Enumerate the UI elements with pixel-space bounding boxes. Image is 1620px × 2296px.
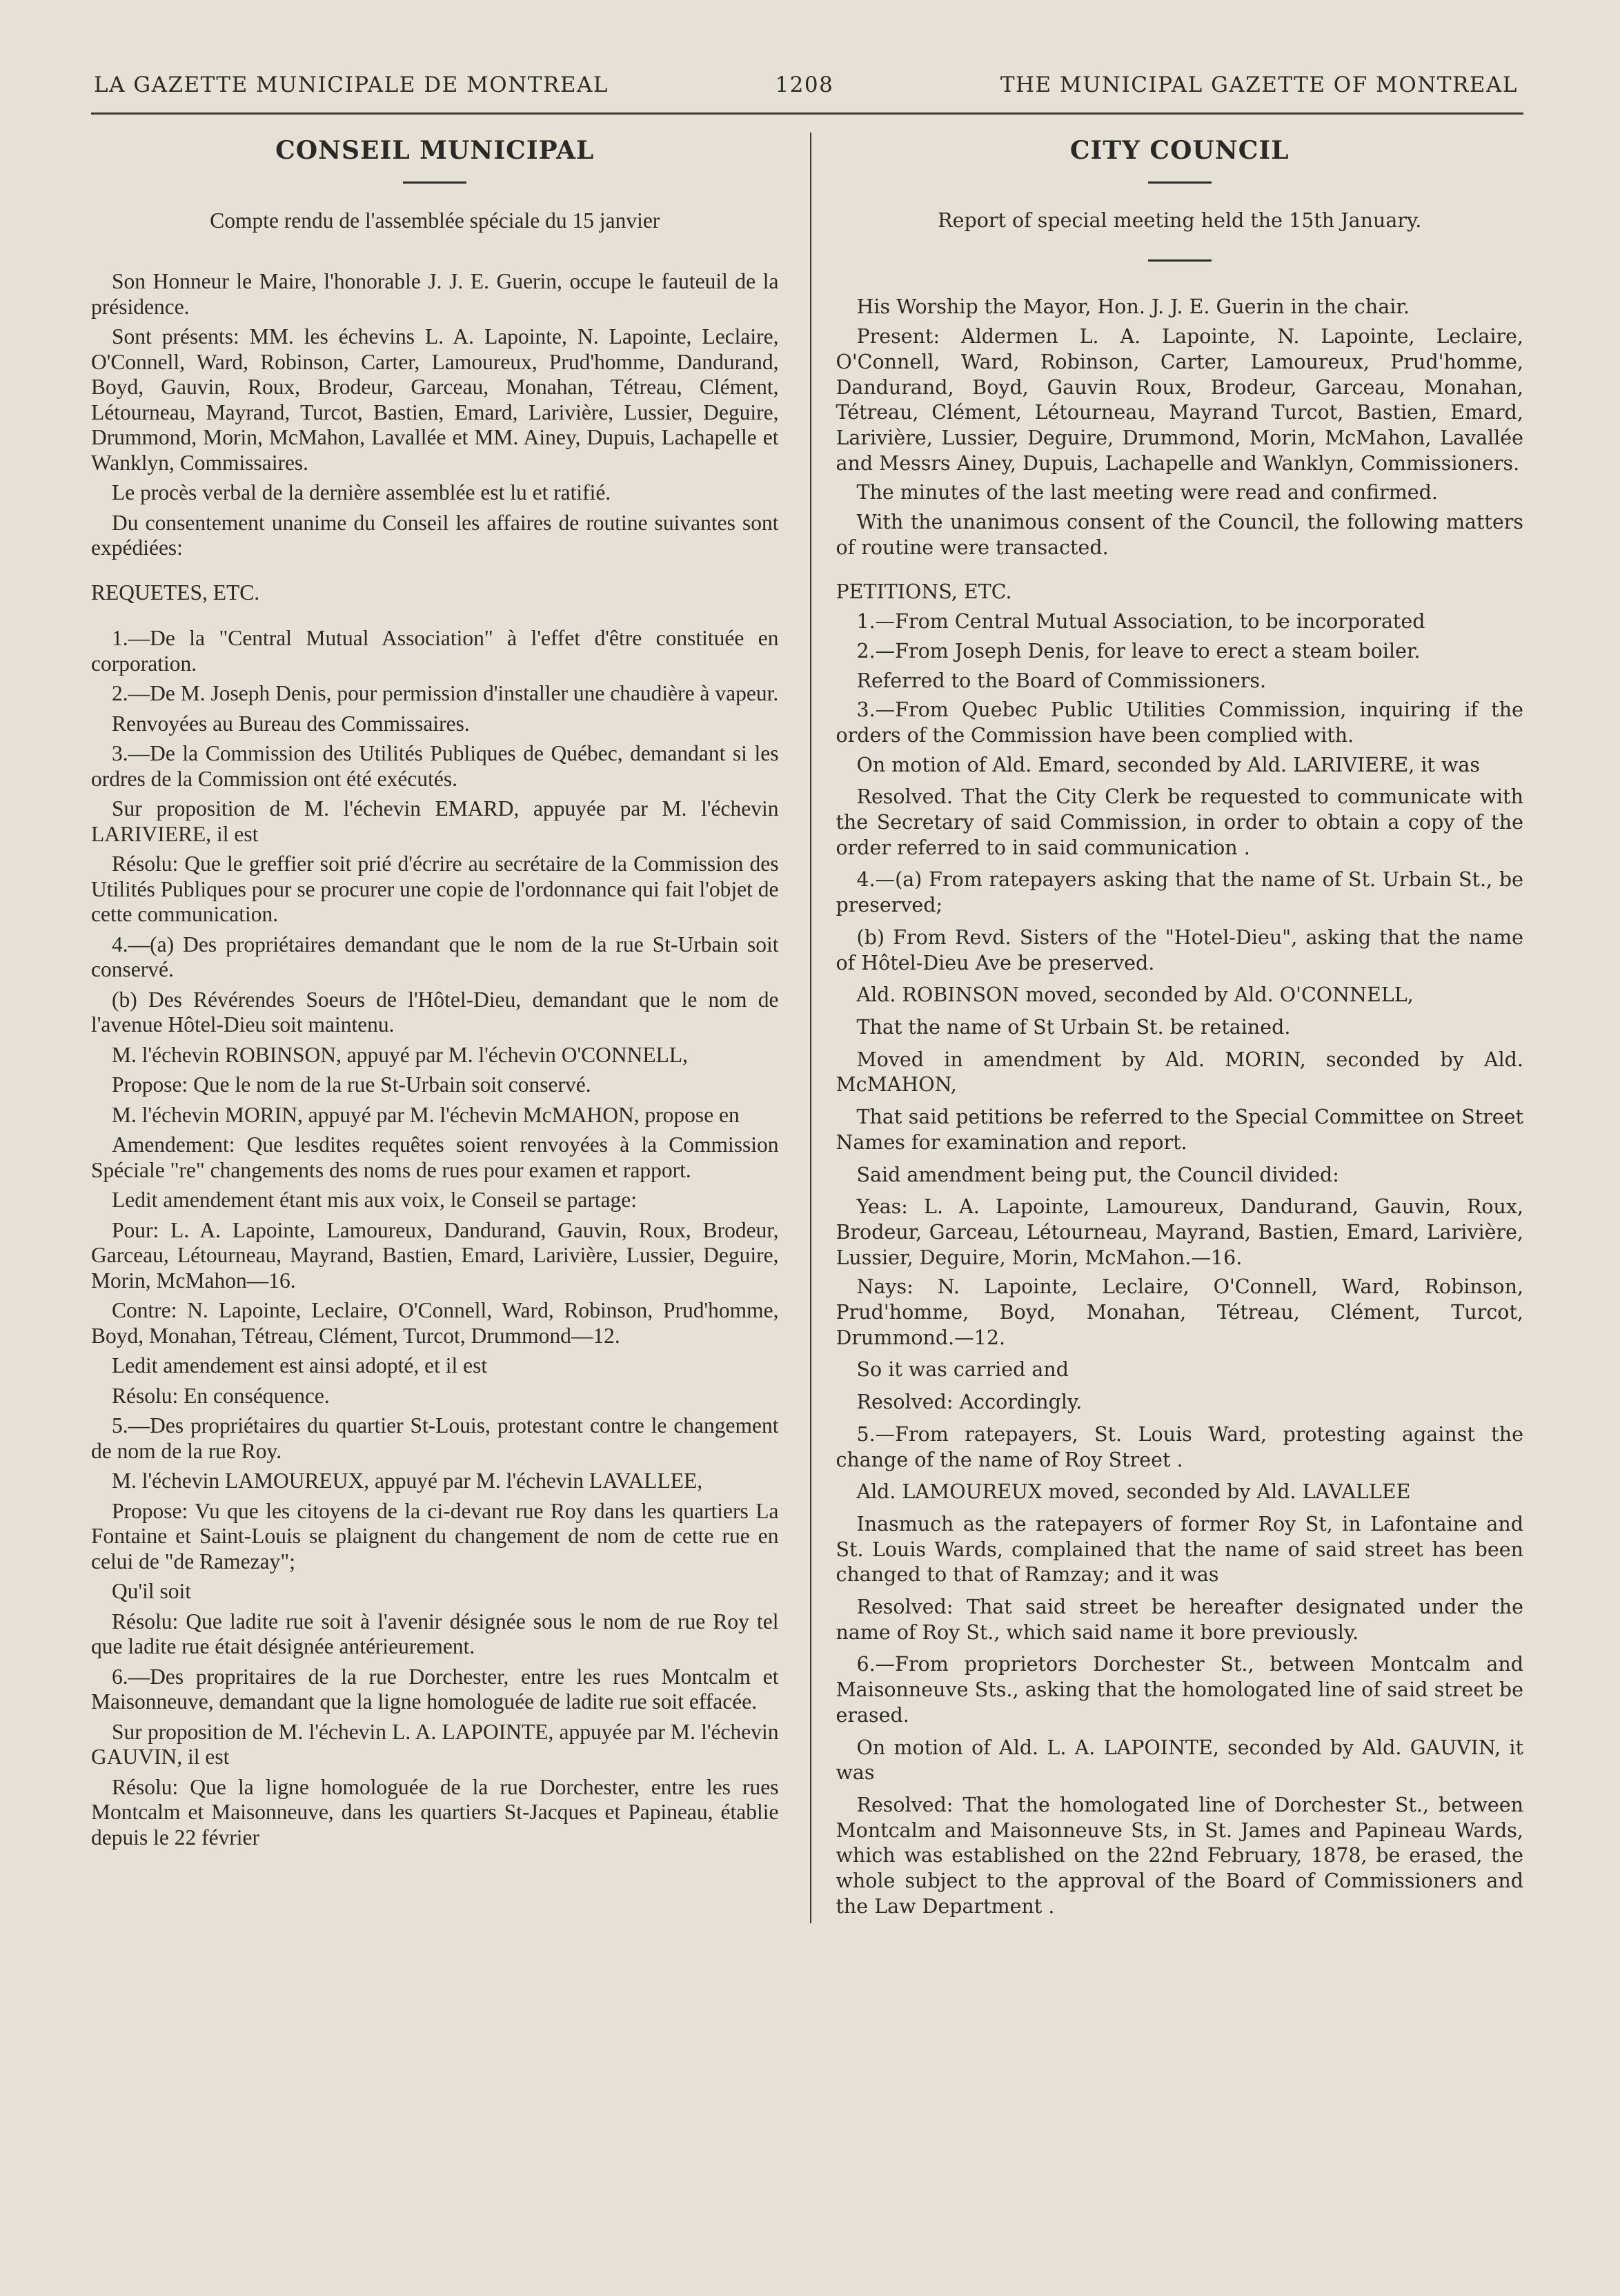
paragraph: Qu'il soit <box>112 1579 192 1603</box>
paragraph: With the unanimous consent of the Council, the following matters of routine were transacted. <box>836 511 1523 559</box>
paragraph: Pour: L. A. Lapointe, Lamoureux, Dandurand, Gauvin, Roux, Brodeur, Garceau, Létourneau, Mayrand, Bastien, Emard, Larivière, Lussier, Deguire, Morin, McMahon—16. <box>91 1217 779 1293</box>
page-number: 1208 <box>775 72 834 97</box>
paragraph: Propose: Que le nom de la rue St-Urbain soit conservé. <box>112 1072 591 1097</box>
subtitle-rule <box>1148 259 1212 262</box>
english-column <box>811 133 1523 1923</box>
paragraph: M. l'échevin LAMOUREUX, appuyé par M. l'échevin LAVALLEE, <box>112 1469 703 1493</box>
paragraph: 2.—De M. Joseph Denis, pour permission d'installer une chaudière à vapeur. <box>112 681 779 705</box>
column-body <box>836 295 1523 1919</box>
paragraph: That said petitions be referred to the Special Committee on Street Names for examination and report. <box>836 1106 1523 1154</box>
paragraph: Ald. LAMOUREUX moved, seconded by Ald. LAVALLEE <box>856 1480 1411 1504</box>
paragraph: Résolu: Que la ligne homologuée de la rue Dorchester, entre les rues Montcalm et Maisonneuve, dans les quartiers St-Jacques et Papineau, établie depuis le 22 février <box>91 1774 779 1849</box>
paragraph: 2.—From Joseph Denis, for leave to erect a steam boiler. <box>856 639 1421 663</box>
paragraph: 1.—From Central Mutual Association, to be incorporated <box>856 610 1425 634</box>
paragraph: Inasmuch as the ratepayers of former Roy St, in Lafontaine and St. Louis Wards, complained that the name of said street has been changed to that of Ramzay; and it was <box>836 1512 1523 1587</box>
paragraph: Ledit amendement étant mis aux voix, le Conseil se partage: <box>112 1188 638 1212</box>
paragraph: 1.—De la "Central Mutual Association" à l'effet d'être constituée en corporation. <box>91 626 779 676</box>
title-rule <box>403 181 466 184</box>
page-header <box>91 72 1523 97</box>
paragraph: Le procès verbal de la dernière assemblée est lu et ratifié. <box>112 480 611 504</box>
paragraph: Ledit amendement est ainsi adopté, et il est <box>112 1353 488 1377</box>
column-subtitle: Compte rendu de l'assemblée spéciale du 15 janvier <box>210 208 660 233</box>
paragraph: Yeas: L. A. Lapointe, Lamoureux, Dandurand, Gauvin, Roux, Brodeur, Garceau, Létourneau, Mayrand, Bastien, Emard, Larivière, Lussier, Deguire, Morin, McMahon.—16. <box>836 1195 1523 1269</box>
header-rule <box>91 112 1523 115</box>
paragraph: Present: Aldermen L. A. Lapointe, N. Lapointe, Leclaire, O'Connell, Ward, Robinson, Carter, Lamoureux, Prud'homme, Dandurand, Boyd, Gauvin Roux, Brodeur, Garceau, Monahan, Tétreau, Clément, Létourneau, Mayrand Turcot, Bastien, Emard, Larivière, Lussier, Deguire, Drummond, Morin, McMahon, Lavallée and Messrs Ainey, Dupuis, Lachapelle and Wanklyn, Commissioners. <box>836 325 1523 475</box>
section-heading: PETITIONS, ETC. <box>836 580 1012 604</box>
paragraph: Résolu: Que le greffier soit prié d'écrire au secrétaire de la Commission des Utilités Publiques pour se procurer une copie de l'ordonnance qui fait l'objet de cette communication. <box>91 852 779 926</box>
paragraph: Renvoyées au Bureau des Commissaires. <box>112 711 470 736</box>
paragraph: Sur proposition de M. l'échevin EMARD, appuyée par M. l'échevin LARIVIERE, il est <box>91 796 779 846</box>
paragraph: Propose: Vu que les citoyens de la ci-devant rue Roy dans les quartiers La Fontaine et Saint-Louis se plaignent du changement de nom de cette rue en celui de "de Ramezay"; <box>91 1498 779 1573</box>
header-left-title: LA GAZETTE MUNICIPALE DE MONTREAL <box>94 72 609 97</box>
paragraph: 4.—(a) Des propriétaires demandant que le nom de la rue St-Urbain soit conservé. <box>91 932 779 981</box>
paragraph: Contre: N. Lapointe, Leclaire, O'Connell, Ward, Robinson, Prud'homme, Boyd, Monahan, Tétreau, Clément, Turcot, Drummond—12. <box>91 1298 779 1348</box>
paragraph: Resolved. That the City Clerk be requested to communicate with the Secretary of said Commission, in order to obtain a copy of the order referred to in said communication . <box>836 785 1523 859</box>
paragraph: Son Honneur le Maire, l'honorable J. J. E. Guerin, occupe le fauteuil de la présidence. <box>91 269 779 319</box>
paragraph: M. l'échevin MORIN, appuyé par M. l'échevin McMAHON, propose en <box>112 1102 740 1127</box>
column-title: CONSEIL MUNICIPAL <box>275 136 595 165</box>
paragraph: The minutes of the last meeting were read and confirmed. <box>856 481 1438 504</box>
paragraph: Referred to the Board of Commissioners. <box>856 669 1267 692</box>
paragraph: Résolu: Que ladite rue soit à l'avenir désignée sous le nom de rue Roy tel que ladite rue était désignée antérieurement. <box>91 1609 779 1658</box>
paragraph: Resolved: Accordingly. <box>856 1391 1083 1414</box>
paragraph: Du consentement unanime du Conseil les affaires de routine suivantes sont expédiées: <box>91 510 779 560</box>
paragraph: 6.—From proprietors Dorchester St., between Montcalm and Maisonneuve Sts., asking that the homologated line of said street be erased. <box>836 1653 1523 1727</box>
column-subtitle: Report of special meeting held the 15th January. <box>938 208 1422 232</box>
paragraph: That the name of St Urbain St. be retained. <box>856 1015 1291 1039</box>
paragraph: On motion of Ald. L. A. LAPOINTE, seconded by Ald. GAUVIN, it was <box>836 1736 1523 1785</box>
paragraph: Said amendment being put, the Council divided: <box>856 1163 1339 1186</box>
columns <box>91 133 1523 1923</box>
paragraph: 5.—From ratepayers, St. Louis Ward, protesting against the change of the name of Roy Street . <box>836 1422 1523 1471</box>
paragraph: Moved in amendment by Ald. MORIN, seconded by Ald. McMAHON, <box>836 1048 1523 1097</box>
paragraph: On motion of Ald. Emard, seconded by Ald. LARIVIERE, it was <box>856 753 1480 776</box>
paragraph: M. l'échevin ROBINSON, appuyé par M. l'échevin O'CONNELL, <box>112 1042 688 1067</box>
paragraph: Ald. ROBINSON moved, seconded by Ald. O'CONNELL, <box>856 983 1414 1007</box>
french-column <box>91 133 810 1923</box>
paragraph: Sont présents: MM. les échevins L. A. Lapointe, N. Lapointe, Leclaire, O'Connell, Ward, Robinson, Carter, Lamoureux, Prud'homme, Dandurand, Boyd, Gauvin, Roux, Brodeur, Garceau, Monahan, Tétreau, Clément, Létourneau, Mayrand, Turcot, Bastien, Emard, Larivière, Lussier, Deguire, Drummond, Morin, McMahon, Lavallée et MM. Ainey, Dupuis, Lachapelle et Wanklyn, Commissaires. <box>91 324 779 475</box>
header-right-title: THE MUNICIPAL GAZETTE OF MONTREAL <box>1000 72 1518 97</box>
section-heading: REQUETES, ETC. <box>91 580 260 605</box>
paragraph: So it was carried and <box>856 1358 1069 1382</box>
paragraph: 6.—Des propritaires de la rue Dorchester, entre les rues Montcalm et Maisonneuve, demandant que la ligne homologuée de ladite rue soit effacée. <box>91 1664 779 1714</box>
column-body <box>91 269 779 1850</box>
paragraph: (b) From Revd. Sisters of the "Hotel-Dieu", asking that the name of Hôtel-Dieu Ave be preserved. <box>836 925 1523 974</box>
paragraph: (b) Des Révérendes Soeurs de l'Hôtel-Dieu, demandant que le nom de l'avenue Hôtel-Dieu soit maintenu. <box>91 987 779 1037</box>
column-title: CITY COUNCIL <box>1069 136 1290 165</box>
paragraph: Nays: N. Lapointe, Leclaire, O'Connell, Ward, Robinson, Prud'homme, Boyd, Monahan, Tétreau, Clément, Turcot, Drummond.—12. <box>836 1275 1523 1349</box>
paragraph: Amendement: Que lesdites requêtes soient renvoyées à la Commission Spéciale "re" changements des noms de rues pour examen et rapport. <box>91 1132 779 1182</box>
paragraph: Resolved: That said street be hereafter designated under the name of Roy St., which said name it bore previously. <box>836 1596 1523 1644</box>
title-rule <box>1148 181 1212 184</box>
paragraph: His Worship the Mayor, Hon. J. J. E. Guerin in the chair. <box>856 295 1410 319</box>
paragraph: 3.—De la Commission des Utilités Publiques de Québec, demandant si les ordres de la Commission ont été exécutés. <box>91 741 779 791</box>
paragraph: 3.—From Quebec Public Utilities Commission, inquiring if the orders of the Commission have been complied with. <box>836 698 1523 747</box>
paragraph: 5.—Des propriétaires du quartier St-Louis, protestant contre le changement de nom de la rue Roy. <box>91 1413 779 1463</box>
paragraph: 4.—(a) From ratepayers asking that the name of St. Urbain St., be preserved; <box>836 868 1523 917</box>
paragraph: Resolved: That the homologated line of Dorchester St., between Montcalm and Maisonneuve Sts, in St. James and Papineau Wards, which was established on the 22nd February, 1878, be erased, the whole subject to the approval of the Board of Commissioners and the Law Department . <box>836 1793 1523 1918</box>
paragraph: Résolu: En conséquence. <box>112 1383 330 1408</box>
paragraph: Sur proposition de M. l'échevin L. A. LAPOINTE, appuyée par M. l'échevin GAUVIN, il est <box>91 1719 779 1769</box>
